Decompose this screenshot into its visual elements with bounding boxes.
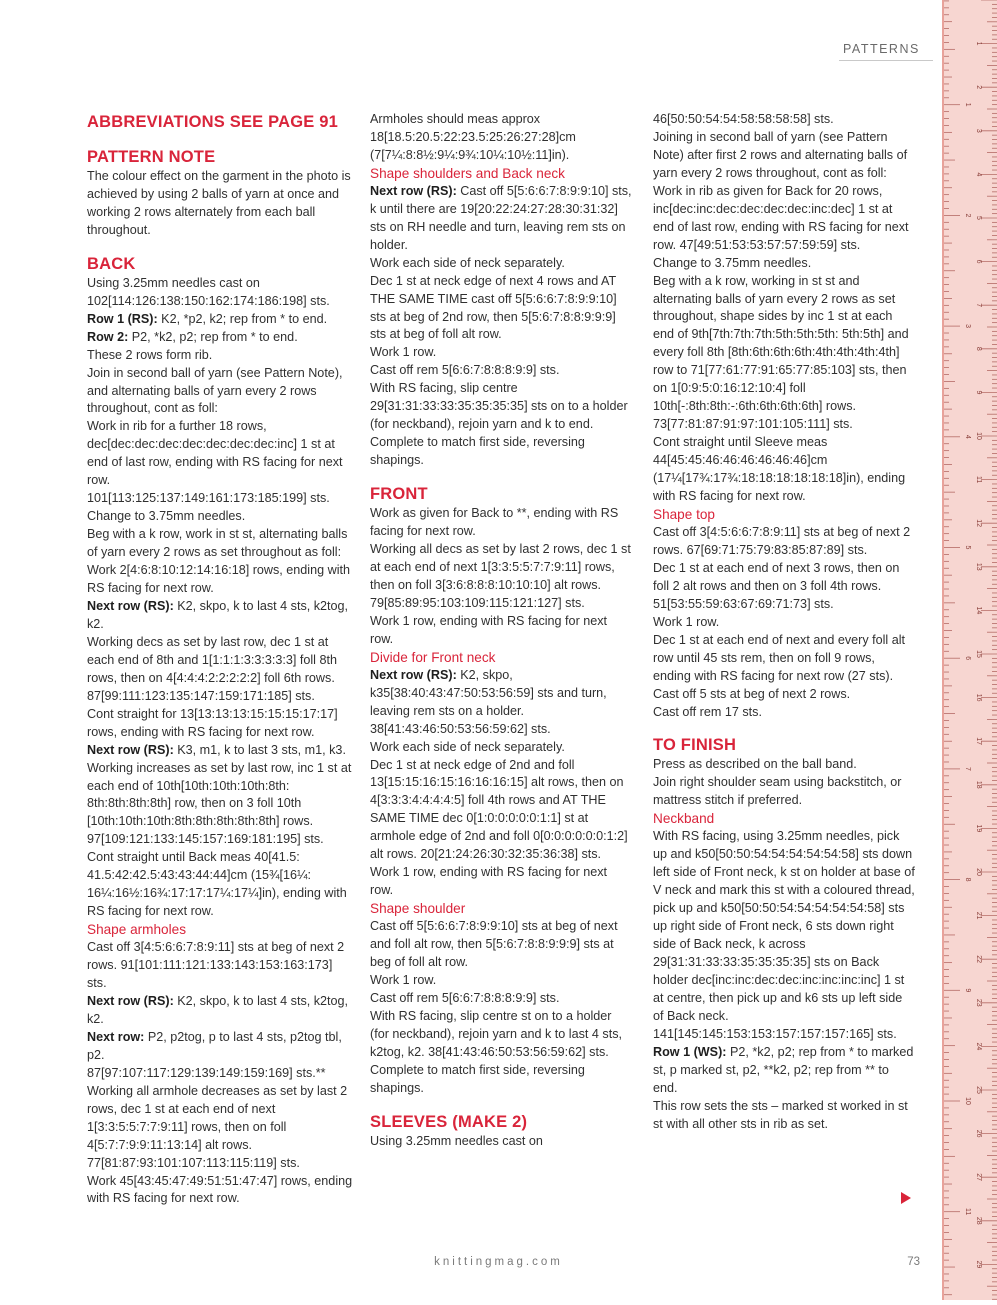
paragraph-text: Beg with a k row, working in st st and alternating balls of yarn every 2 rows as set throughout, shape sides by inc 1 st at each end of 9th[7th:7th:7th:5th:5th:5th: 5th:5th] and every foll 8th [8th:6th:6th:6th:4th:4th:4th:4th] row to 71[77:61:77:91:65:77:85:103] sts, then on 1[0:9:5:0:16:12:10:4] foll 10th[-:8th:8th:-:6th:6th:6th:6th] rows. 73[77:81:87:91:97:101:105:111] sts. — [653, 273, 909, 432]
cm-label: 2 — [975, 85, 982, 90]
subsection-heading: Shape top — [653, 506, 715, 522]
instruction-paragraph — [87, 706, 355, 742]
section-heading: FRONT — [370, 485, 428, 504]
instruction-paragraph — [653, 686, 915, 704]
paragraph-text: Cast off 3[4:5:6:6:7:8:9:11] sts at beg of next 2 rows. 91[101:111:121:133:143:153:163:173] sts. — [87, 940, 345, 991]
instruction-paragraph — [87, 365, 355, 419]
measuring-tape — [942, 0, 997, 1300]
row-label: Next row (RS): — [87, 742, 174, 757]
paragraph-text: With RS facing, slip centre st on to a holder (for neckband), rejoin yarn and k to last 4 sts, k2tog, k2. 38[41:43:46:50:53:56:59:62] sts. — [370, 1008, 622, 1059]
row-label: Next row: — [87, 1029, 145, 1044]
paragraph-text: Using 3.25mm needles cast on — [370, 1133, 543, 1148]
cm-label: 11 — [975, 475, 982, 484]
inch-label: 11 — [964, 1208, 971, 1216]
cm-label: 8 — [975, 346, 982, 351]
inch-label: 4 — [964, 434, 971, 439]
paragraph-text: P2, *k2, p2; rep from * to marked st, p marked st, p2, **k2, p2; rep from ** to end. — [653, 1044, 914, 1095]
paragraph-text: Cast off 3[4:5:6:6:7:8:9:11] sts at beg of next 2 rows. 67[69:71:75:79:83:85:87:89] sts. — [653, 524, 911, 557]
paragraph-text: Press as described on the ball band. — [653, 757, 857, 772]
instruction-paragraph — [653, 1044, 915, 1098]
paragraph-text: P2, p2tog, p to last 4 sts, p2tog tbl, p2. — [87, 1029, 342, 1062]
instruction-paragraph — [653, 704, 915, 722]
paragraph-text: Working increases as set by last row, inc 1 st at each end of 10th[10th:10th:10th:8th: 8th:8th:8th:8th] row, then on 3 foll 10th [10th:10th:10th:8th:8th:8th:8th:8th] rows. 97[109:121:133:145:157:169:181:195] sts. — [87, 760, 352, 847]
section-heading: PATTERN NOTE — [87, 148, 216, 166]
paragraph-text: K2, skpo, k to last 4 sts, k2tog, k2. — [87, 993, 349, 1026]
paragraph-text: Work 2[4:6:8:10:12:14:16:18] rows, ending with RS facing for next row. — [87, 563, 350, 596]
cm-label: 12 — [975, 519, 982, 528]
subsection-heading: Divide for Front neck — [370, 649, 496, 665]
paragraph-text: Cast off rem 5[6:6:7:8:8:8:9:9] sts. — [370, 363, 560, 378]
instruction-paragraph — [87, 329, 355, 347]
paragraph-text: Work 1 row. — [653, 614, 720, 629]
cm-label: 25 — [975, 1086, 982, 1094]
cm-label: 24 — [975, 1042, 982, 1051]
row-label: Row 1 (RS): — [87, 311, 158, 326]
instruction-paragraph — [87, 311, 355, 329]
paragraph-text: K2, skpo, k to last 4 sts, k2tog, k2. — [87, 598, 349, 631]
instruction-paragraph — [87, 562, 355, 598]
inch-label: 10 — [964, 1097, 971, 1105]
cm-label: 13 — [975, 562, 982, 571]
paragraph-text: Working all armhole decreases as set by last 2 rows, dec 1 st at each end of next 1[3:3:5:5:7:7:9:11] rows, then on foll 4[5:7:7:9:9:11:13:14] alt rows. — [87, 1083, 348, 1152]
paragraph-text: Cast off rem 17 sts. — [653, 704, 762, 719]
row-label: Row 2: — [87, 329, 129, 344]
instruction-paragraph — [653, 560, 915, 614]
cm-label: 28 — [975, 1216, 982, 1225]
paragraph-text: Change to 3.75mm needles. — [87, 509, 246, 524]
inch-label: 3 — [964, 324, 971, 329]
paragraph-text: Cont straight until Sleeve meas 44[45:45:46:46:46:46:46:46]cm (17¼[17¾:17¾:18:18:18:18:18:18]in), ending with RS facing for next row. — [653, 435, 906, 504]
cm-label: 3 — [975, 128, 982, 133]
instruction-paragraph — [370, 667, 632, 739]
cm-label: 16 — [975, 693, 982, 702]
header-rule — [839, 60, 933, 61]
cm-label: 9 — [975, 390, 982, 395]
instruction-paragraph — [87, 1065, 355, 1083]
instruction-paragraph — [87, 1029, 355, 1065]
instruction-paragraph — [653, 255, 915, 273]
instruction-paragraph — [87, 634, 355, 706]
row-label: Next row (RS): — [370, 183, 457, 198]
cm-label: 1 — [975, 41, 982, 46]
cm-label: 6 — [975, 259, 982, 264]
cm-label: 21 — [975, 911, 982, 920]
inch-label: 2 — [964, 213, 971, 218]
cm-label: 4 — [975, 172, 982, 177]
paragraph-text: Complete to match first side, reversing shapings. — [370, 435, 585, 468]
paragraph-text: Work 1 row, ending with RS facing for next row. — [370, 865, 608, 898]
paragraph-text: Work in rib for a further 18 rows, dec[dec:dec:dec:dec:dec:dec:dec:inc] 1 st at end of last row, ending with RS facing for next row. — [87, 419, 343, 488]
cm-label: 26 — [975, 1129, 982, 1138]
instruction-paragraph — [370, 757, 632, 865]
paragraph-text: Dec 1 st at neck edge of next 4 rows and AT THE SAME TIME cast off 5[5:6:6:7:8:9:9:10] sts at beg of 2nd row, then 5[5:6:7:8:8:9:9:9] sts at beg of foll alt row. — [370, 273, 617, 342]
text-column-3 — [653, 111, 915, 1134]
instruction-paragraph — [87, 598, 355, 634]
paragraph-text: With RS facing, using 3.25mm needles, pick up and k50[50:50:54:54:54:54:54:58] sts down left side of Front neck, k st on holder at base of V neck and mark this st with a coloured thread, pick up and k50[50:50:54:54:54:54:54:58] sts up right side of Front neck, 6 sts down right side of Back neck, k across 29[31:31:33:33:35:35:35:35] sts on Back holder dec[inc:inc:dec:dec:inc:inc:inc:inc] 1 st at centre, then pick up and k6 sts up left side of Back neck. 141[145:145:153:153:157:157:157:165] sts. — [653, 829, 915, 1041]
paragraph-text: Cast off 5[5:6:6:7:8:9:9:10] sts, k until there are 19[20:22:24:27:28:30:31:32] sts on RH needle and turn, leaving rem sts on holder. — [370, 183, 632, 252]
paragraph-text: Armholes should meas approx 18[18.5:20.5:22:23.5:25:26:27:28]cm (7[7¼:8:8½:9¼:9¾:10¼:10½:11]in). — [370, 112, 576, 162]
measuring-tape-scale — [944, 0, 997, 1300]
subsection-heading: Shape shoulders and Back neck — [370, 165, 565, 181]
paragraph-text: Beg with a k row, work in st st, alternating balls of yarn every 2 rows as set throughout as foll: — [87, 527, 348, 560]
instruction-paragraph — [653, 774, 915, 810]
instruction-paragraph — [87, 418, 355, 490]
instruction-paragraph — [653, 614, 915, 632]
subsection-heading: Shape shoulder — [370, 901, 466, 917]
instruction-paragraph — [653, 1098, 915, 1134]
instruction-paragraph — [653, 524, 915, 560]
instruction-paragraph — [87, 275, 355, 311]
instruction-paragraph — [370, 1062, 632, 1098]
inch-label: 7 — [964, 766, 971, 771]
paragraph-text: This row sets the sts – marked st worked in st st with all other sts in rib as set. — [653, 1098, 908, 1131]
cm-label: 10 — [975, 432, 982, 440]
instruction-paragraph — [370, 111, 632, 165]
instruction-paragraph — [370, 972, 632, 990]
paragraph-text: Joining in second ball of yarn (see Pattern Note) after first 2 rows and alternating balls of yarn every 2 rows throughout, cont as foll: — [653, 129, 908, 180]
row-label: Next row (RS): — [370, 667, 457, 682]
paragraph-text: With RS facing, slip centre 29[31:31:33:33:35:35:35:35] sts on to a holder (for neckband), rejoin yarn and k to end. — [370, 381, 628, 432]
cm-label: 15 — [975, 650, 982, 658]
instruction-paragraph — [370, 990, 632, 1008]
instruction-paragraph — [370, 273, 632, 345]
paragraph-text: The colour effect on the garment in the photo is achieved by using 2 balls of yarn at once and working 2 rows alternately from each ball throughout. — [87, 169, 351, 237]
subsection-heading: Neckband — [653, 811, 715, 827]
cm-label: 22 — [975, 955, 982, 964]
paragraph-text: Working all decs as set by last 2 rows, dec 1 st at each end of next 1[3:3:5:5:7:7:9:11] rows, then on foll 3[3:6:8:8:8:10:10:10] alt rows. 79[85:89:95:103:109:115:121:127] sts. — [370, 542, 631, 610]
instruction-paragraph — [87, 490, 355, 508]
paragraph-text: These 2 rows form rib. — [87, 347, 213, 362]
paragraph-text: Work 1 row, ending with RS facing for next row. — [370, 613, 608, 646]
instruction-paragraph — [87, 168, 355, 240]
instruction-paragraph — [370, 739, 632, 757]
instruction-paragraph — [370, 434, 632, 470]
instruction-paragraph — [370, 1133, 632, 1151]
instruction-paragraph — [370, 255, 632, 273]
instruction-paragraph — [653, 273, 915, 435]
section-heading: BACK — [87, 254, 136, 273]
paragraph-text: Cont straight for 13[13:13:13:15:15:15:17:17] rows, ending with RS facing for next row. — [87, 706, 338, 739]
paragraph-text: Cont straight until Back meas 40[41.5: 41.5:42:42.5:43:43:44:44]cm (15¾[16¼: 16¼:16½:16¾:17:17:17¼:17¼]in), ending with RS facing for next row. — [87, 850, 347, 919]
paragraph-text: Dec 1 st at each end of next and every foll alt row until 45 sts rem, then on foll 9 rows, ending with RS facing for next row (27 sts). — [653, 632, 906, 683]
cm-label: 17 — [975, 737, 982, 746]
instruction-paragraph — [87, 742, 355, 760]
cm-label: 5 — [975, 216, 982, 220]
paragraph-text: K3, m1, k to last 3 sts, m1, k3. — [173, 742, 346, 757]
row-label: Next row (RS): — [87, 993, 174, 1008]
instruction-paragraph — [370, 864, 632, 900]
inch-label: 5 — [964, 545, 971, 550]
instruction-paragraph — [653, 183, 915, 255]
instruction-paragraph — [653, 434, 915, 506]
paragraph-text: Join right shoulder seam using backstitch, or mattress stitch if preferred. — [653, 775, 902, 808]
instruction-paragraph — [87, 526, 355, 562]
cm-label: 14 — [975, 606, 982, 615]
paragraph-text: Work 1 row. — [370, 972, 437, 987]
instruction-paragraph — [370, 344, 632, 362]
inch-label: 1 — [964, 102, 971, 107]
instruction-paragraph — [653, 632, 915, 686]
instruction-paragraph — [370, 362, 632, 380]
instruction-paragraph — [87, 1155, 355, 1173]
paragraph-text: 101[113:125:137:149:161:173:185:199] sts. — [87, 491, 330, 506]
section-label: PATTERNS — [843, 42, 920, 56]
instruction-paragraph — [370, 541, 632, 613]
paragraph-text: Work 1 row. — [370, 345, 437, 360]
cm-label: 20 — [975, 868, 982, 876]
paragraph-text: Cast off 5[5:6:6:7:8:9:9:10] sts at beg of next and foll alt row, then 5[5:6:7:8:8:9:9:9] sts at beg of foll alt row. — [370, 919, 618, 970]
paragraph-text: Join in second ball of yarn (see Pattern Note), and alternating balls of yarn every 2 rows throughout, cont as foll: — [87, 365, 343, 416]
instruction-paragraph — [87, 1173, 355, 1209]
paragraph-text: K2, skpo, k35[38:40:43:47:50:53:56:59] sts and turn, leaving rem sts on a holder. 38[41:43:46:50:53:56:59:62] sts. — [370, 667, 607, 736]
paragraph-text: Work each side of neck separately. — [370, 739, 565, 754]
instruction-paragraph — [87, 939, 355, 993]
text-column-1 — [87, 111, 355, 1208]
paragraph-text: 87[97:107:117:129:139:149:159:169] sts.** — [87, 1065, 326, 1080]
continue-arrow-icon — [901, 1192, 911, 1204]
instruction-paragraph — [370, 1008, 632, 1062]
instruction-paragraph — [87, 760, 355, 850]
paragraph-text: Work each side of neck separately. — [370, 255, 565, 270]
section-heading: TO FINISH — [653, 736, 737, 755]
paragraph-text: Cast off 5 sts at beg of next 2 rows. — [653, 686, 851, 701]
inch-label: 6 — [964, 656, 971, 661]
instruction-paragraph — [370, 613, 632, 649]
paragraph-text: Working decs as set by last row, dec 1 st at each end of 8th and 1[1:1:1:3:3:3:3:3] foll 8th rows, then on 4[4:4:4:2:2:2:2:2] foll 6th rows. 87[99:111:123:135:147:159:171:185] sts. — [87, 634, 337, 703]
cm-label: 27 — [975, 1173, 982, 1182]
subsection-heading: Shape armholes — [87, 922, 186, 938]
instruction-paragraph — [653, 111, 915, 129]
paragraph-text: Dec 1 st at neck edge of 2nd and foll 13[15:15:16:15:16:16:16:15] alt rows, then on 4[3:3:3:4:4:4:4:5] foll 4th rows and AT THE SAME TIME dec 0[1:0:0:0:0:0:1:1] st at armhole edge of 2nd and foll 0[0:0:0:0:0:0:1:2] alt rows. 20[21:24:26:30:32:35:36:38] sts. — [370, 757, 628, 862]
instruction-paragraph — [370, 918, 632, 972]
paragraph-text: Using 3.25mm needles cast on 102[114:126:138:150:162:174:186:198] sts. — [87, 275, 330, 308]
row-label: Next row (RS): — [87, 598, 174, 613]
instruction-paragraph — [370, 380, 632, 434]
footer-website: knittingmag.com — [434, 1256, 563, 1268]
instruction-paragraph — [653, 756, 915, 774]
cm-label: 23 — [975, 998, 982, 1007]
cm-label: 29 — [975, 1260, 982, 1269]
instruction-paragraph — [87, 1083, 355, 1155]
paragraph-text: Change to 3.75mm needles. — [653, 255, 812, 270]
instruction-paragraph — [87, 849, 355, 921]
inch-label: 8 — [964, 877, 971, 882]
instruction-paragraph — [653, 129, 915, 183]
paragraph-text: Work in rib as given for Back for 20 rows, inc[dec:inc:dec:dec:dec:dec:inc:dec] 1 st at end of last row, ending with RS facing for next row. 47[49:51:53:53:57:57:59:59] sts. — [653, 183, 909, 252]
paragraph-text: 46[50:50:54:54:58:58:58:58] sts. — [653, 112, 834, 126]
paragraph-text: Complete to match first side, reversing shapings. — [370, 1062, 585, 1095]
section-heading: ABBREVIATIONS SEE PAGE 91 — [87, 113, 339, 131]
paragraph-text: Work as given for Back to **, ending with RS facing for next row. — [370, 506, 619, 539]
instruction-paragraph — [87, 993, 355, 1029]
instruction-paragraph — [87, 508, 355, 526]
instruction-paragraph — [653, 828, 915, 1043]
cm-label: 18 — [975, 780, 982, 789]
inch-label: 9 — [964, 988, 971, 993]
section-heading: SLEEVES (MAKE 2) — [370, 1112, 528, 1131]
cm-label: 19 — [975, 824, 982, 833]
row-label: Row 1 (WS): — [653, 1044, 727, 1059]
instruction-paragraph — [370, 505, 632, 541]
paragraph-text: P2, *k2, p2; rep from * to end. — [128, 329, 298, 344]
paragraph-text: K2, *p2, k2; rep from * to end. — [157, 311, 328, 326]
text-column-2 — [370, 111, 632, 1151]
paragraph-text: Dec 1 st at each end of next 3 rows, then on foll 2 alt rows and then on 3 foll 4th rows. 51[53:55:59:63:67:69:71:73] sts. — [653, 560, 900, 611]
paragraph-text: 77[81:87:93:101:107:113:115:119] sts. — [87, 1155, 300, 1170]
paragraph-text: Cast off rem 5[6:6:7:8:8:8:9:9] sts. — [370, 990, 560, 1005]
cm-label: 7 — [975, 303, 982, 308]
instruction-paragraph — [87, 347, 355, 365]
page-number: 73 — [907, 1256, 920, 1268]
instruction-paragraph — [370, 183, 632, 255]
paragraph-text: Work 45[43:45:47:49:51:51:47:47] rows, ending with RS facing for next row. — [87, 1173, 353, 1206]
